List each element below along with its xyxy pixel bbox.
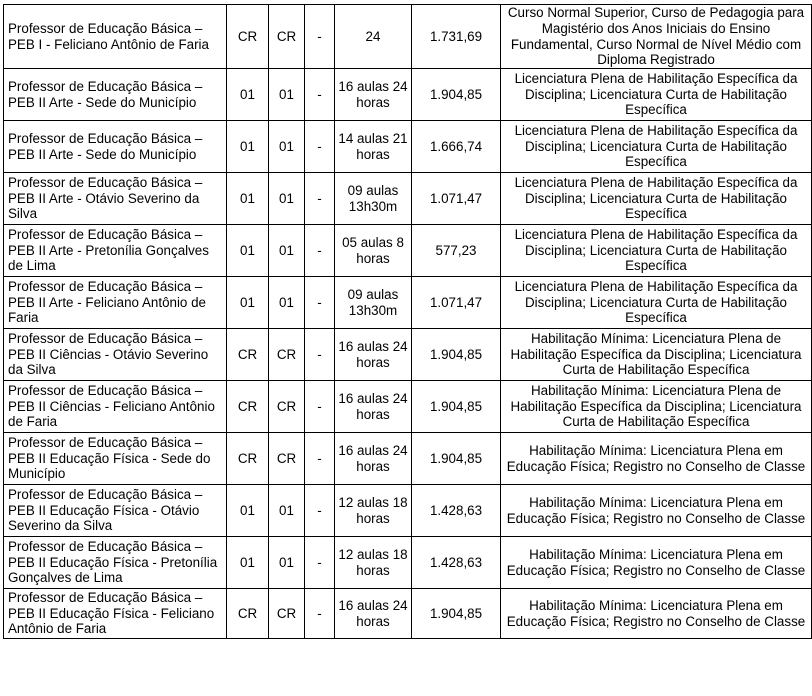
ampla-concorrencia-cell: 01 bbox=[269, 121, 305, 173]
carga-horaria-cell: 16 aulas 24 horas bbox=[335, 381, 412, 433]
vagas-cell: CR bbox=[227, 589, 269, 639]
ampla-concorrencia-cell: CR bbox=[269, 381, 305, 433]
ampla-concorrencia-cell: CR bbox=[269, 589, 305, 639]
table-row bbox=[4, 5, 812, 69]
table-row bbox=[4, 277, 812, 329]
cargo-cell: Professor de Educação Básica – PEB II Educação Física - Feliciano Antônio de Faria bbox=[4, 589, 227, 639]
pcd-cell: - bbox=[305, 121, 335, 173]
cargo-cell: Professor de Educação Básica – PEB II Educação Física - Sede do Município bbox=[4, 433, 227, 485]
ampla-concorrencia-cell: CR bbox=[269, 329, 305, 381]
cargo-cell: Professor de Educação Básica – PEB II Arte - Feliciano Antônio de Faria bbox=[4, 277, 227, 329]
pcd-cell: - bbox=[305, 381, 335, 433]
vagas-cell: 01 bbox=[227, 277, 269, 329]
requisitos-cell: Habilitação Mínima: Licenciatura Plena de Habilitação Específica da Disciplina; Licenciatura Curta de Habilitação Específica bbox=[501, 329, 812, 381]
vagas-cell: CR bbox=[227, 433, 269, 485]
vagas-cell: CR bbox=[227, 329, 269, 381]
table-row bbox=[4, 537, 812, 589]
vagas-cell: 01 bbox=[227, 485, 269, 537]
carga-horaria-cell: 16 aulas 24 horas bbox=[335, 589, 412, 639]
vencimento-cell: 577,23 bbox=[412, 225, 501, 277]
pcd-cell: - bbox=[305, 537, 335, 589]
vagas-cell: 01 bbox=[227, 537, 269, 589]
table-row bbox=[4, 121, 812, 173]
pcd-cell: - bbox=[305, 329, 335, 381]
vagas-cell: 01 bbox=[227, 121, 269, 173]
table-row bbox=[4, 329, 812, 381]
carga-horaria-cell: 09 aulas 13h30m bbox=[335, 173, 412, 225]
requisitos-cell: Habilitação Mínima: Licenciatura Plena de Habilitação Específica da Disciplina; Licenciatura Curta de Habilitação Específica bbox=[501, 381, 812, 433]
vagas-cell: 01 bbox=[227, 173, 269, 225]
requisitos-cell: Habilitação Mínima: Licenciatura Plena em Educação Física; Registro no Conselho de Classe bbox=[501, 433, 812, 485]
vagas-cell: CR bbox=[227, 5, 269, 69]
vencimento-cell: 1.904,85 bbox=[412, 589, 501, 639]
vencimento-cell: 1.666,74 bbox=[412, 121, 501, 173]
carga-horaria-cell: 05 aulas 8 horas bbox=[335, 225, 412, 277]
vagas-cell: CR bbox=[227, 381, 269, 433]
ampla-concorrencia-cell: 01 bbox=[269, 537, 305, 589]
carga-horaria-cell: 09 aulas 13h30m bbox=[335, 277, 412, 329]
table-row bbox=[4, 225, 812, 277]
vencimento-cell: 1.071,47 bbox=[412, 277, 501, 329]
cargo-cell: Professor de Educação Básica – PEB II Ciências - Otávio Severino da Silva bbox=[4, 329, 227, 381]
carga-horaria-cell: 16 aulas 24 horas bbox=[335, 433, 412, 485]
vencimento-cell: 1.731,69 bbox=[412, 5, 501, 69]
pcd-cell: - bbox=[305, 173, 335, 225]
requisitos-cell: Licenciatura Plena de Habilitação Específica da Disciplina; Licenciatura Curta de Habilitação Específica bbox=[501, 173, 812, 225]
requisitos-cell: Habilitação Mínima: Licenciatura Plena em Educação Física; Registro no Conselho de Classe bbox=[501, 537, 812, 589]
table-row bbox=[4, 485, 812, 537]
ampla-concorrencia-cell: 01 bbox=[269, 485, 305, 537]
carga-horaria-cell: 14 aulas 21 horas bbox=[335, 121, 412, 173]
carga-horaria-cell: 12 aulas 18 horas bbox=[335, 485, 412, 537]
ampla-concorrencia-cell: CR bbox=[269, 5, 305, 69]
cargo-cell: Professor de Educação Básica – PEB II Ciências - Feliciano Antônio de Faria bbox=[4, 381, 227, 433]
cargo-cell: Professor de Educação Básica – PEB II Arte - Sede do Município bbox=[4, 121, 227, 173]
pcd-cell: - bbox=[305, 589, 335, 639]
requisitos-cell: Curso Normal Superior, Curso de Pedagogia para Magistério dos Anos Iniciais do Ensino Fundamental, Curso Normal de Nível Médio com Diploma Registrado bbox=[501, 5, 812, 69]
ampla-concorrencia-cell: 01 bbox=[269, 277, 305, 329]
vencimento-cell: 1.904,85 bbox=[412, 433, 501, 485]
vencimento-cell: 1.428,63 bbox=[412, 537, 501, 589]
vencimento-cell: 1.904,85 bbox=[412, 381, 501, 433]
vencimento-cell: 1.071,47 bbox=[412, 173, 501, 225]
requisitos-cell: Habilitação Mínima: Licenciatura Plena em Educação Física; Registro no Conselho de Classe bbox=[501, 485, 812, 537]
pcd-cell: - bbox=[305, 277, 335, 329]
cargo-cell: Professor de Educação Básica – PEB II Arte - Sede do Município bbox=[4, 69, 227, 121]
requisitos-cell: Habilitação Mínima: Licenciatura Plena em Educação Física; Registro no Conselho de Classe bbox=[501, 589, 812, 639]
table-row bbox=[4, 589, 812, 639]
vacancy-table bbox=[3, 4, 812, 639]
carga-horaria-cell: 24 bbox=[335, 5, 412, 69]
pcd-cell: - bbox=[305, 225, 335, 277]
carga-horaria-cell: 12 aulas 18 horas bbox=[335, 537, 412, 589]
vagas-cell: 01 bbox=[227, 225, 269, 277]
table-row bbox=[4, 381, 812, 433]
table-row bbox=[4, 173, 812, 225]
cargo-cell: Professor de Educação Básica – PEB II Arte - Pretonília Gonçalves de Lima bbox=[4, 225, 227, 277]
vagas-cell: 01 bbox=[227, 69, 269, 121]
cargo-cell: Professor de Educação Básica – PEB II Educação Física - Otávio Severino da Silva bbox=[4, 485, 227, 537]
carga-horaria-cell: 16 aulas 24 horas bbox=[335, 329, 412, 381]
pcd-cell: - bbox=[305, 5, 335, 69]
vencimento-cell: 1.904,85 bbox=[412, 329, 501, 381]
pcd-cell: - bbox=[305, 433, 335, 485]
table-row bbox=[4, 69, 812, 121]
vencimento-cell: 1.904,85 bbox=[412, 69, 501, 121]
table-body bbox=[4, 5, 812, 639]
cargo-cell: Professor de Educação Básica – PEB II Arte - Otávio Severino da Silva bbox=[4, 173, 227, 225]
carga-horaria-cell: 16 aulas 24 horas bbox=[335, 69, 412, 121]
cargo-cell: Professor de Educação Básica – PEB I - Feliciano Antônio de Faria bbox=[4, 5, 227, 69]
pcd-cell: - bbox=[305, 69, 335, 121]
requisitos-cell: Licenciatura Plena de Habilitação Específica da Disciplina; Licenciatura Curta de Habilitação Específica bbox=[501, 277, 812, 329]
cargo-cell: Professor de Educação Básica – PEB II Educação Física - Pretonília Gonçalves de Lima bbox=[4, 537, 227, 589]
table-row bbox=[4, 433, 812, 485]
vencimento-cell: 1.428,63 bbox=[412, 485, 501, 537]
ampla-concorrencia-cell: 01 bbox=[269, 69, 305, 121]
ampla-concorrencia-cell: 01 bbox=[269, 173, 305, 225]
requisitos-cell: Licenciatura Plena de Habilitação Específica da Disciplina; Licenciatura Curta de Habilitação Específica bbox=[501, 225, 812, 277]
ampla-concorrencia-cell: CR bbox=[269, 433, 305, 485]
requisitos-cell: Licenciatura Plena de Habilitação Específica da Disciplina; Licenciatura Curta de Habilitação Específica bbox=[501, 121, 812, 173]
ampla-concorrencia-cell: 01 bbox=[269, 225, 305, 277]
pcd-cell: - bbox=[305, 485, 335, 537]
requisitos-cell: Licenciatura Plena de Habilitação Específica da Disciplina; Licenciatura Curta de Habilitação Específica bbox=[501, 69, 812, 121]
